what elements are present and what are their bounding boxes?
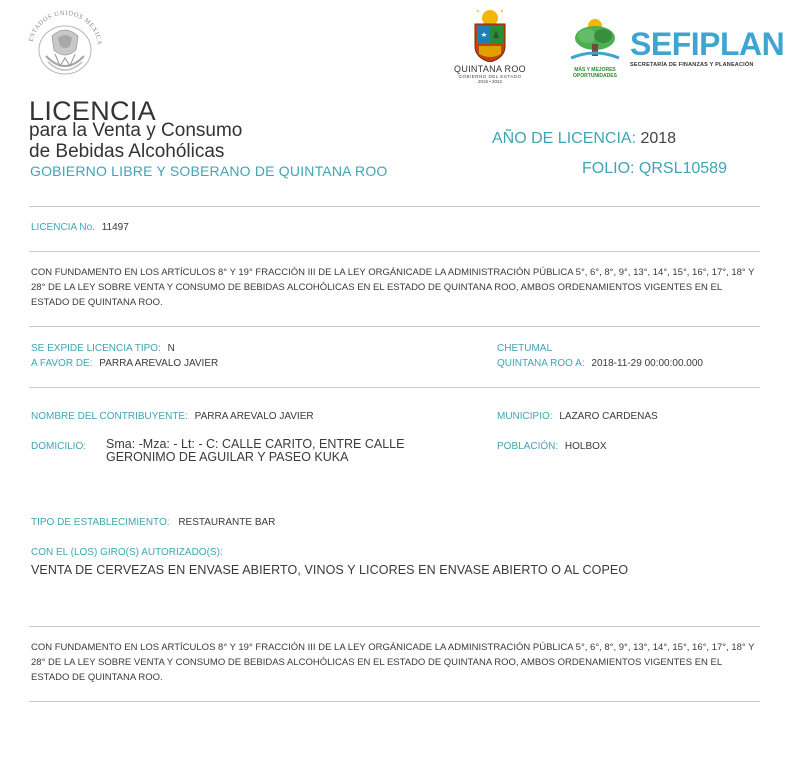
- favor-row: [31, 358, 218, 369]
- divider: [29, 701, 760, 702]
- fundamento-paragraph-footer: CON FUNDAMENTO EN LOS ARTÍCULOS 8° Y 19° FRACCIÓN III DE LA LEY ORGÁNICADE LA ADMINISTRACIÓN PÚBLICA 5°, 6°, 8°, 9°, 13°, 14°, 15°, 16°, 17°, 18° Y 28° DE LA LEY SOBRE VENTA Y CONSUMO DE BEBIDAS ALCOHÓLICAS EN EL ESTADO DE QUINTANA ROO, AMBOS ORDENAMIENTOS VIGENTES EN EL ESTADO DE QUINTANA ROO.: [31, 642, 755, 683]
- domicilio-label: DOMICILIO:: [31, 441, 87, 452]
- mexican-seal-logo: [22, 6, 108, 86]
- licencia-number: [31, 222, 129, 233]
- state-subtitle: GOBIERNO DEL ESTADO: [458, 74, 522, 79]
- sefiplan-name: SEFIPLAN: [630, 26, 785, 62]
- tree-line1: MÁS Y MEJORES: [574, 67, 616, 73]
- municipio-value: LAZARO CARDENAS: [559, 411, 658, 422]
- tree-icon: [565, 18, 625, 62]
- folio-label: FOLIO:: [582, 160, 635, 177]
- quintana-roo-logo: [446, 8, 534, 84]
- document-subtitle-line1: para la Venta y Consumo: [29, 120, 243, 141]
- state-years: 2016 • 2022: [477, 79, 503, 84]
- expide-label: SE EXPIDE LICENCIA TIPO:: [31, 343, 161, 354]
- divider: [29, 387, 760, 388]
- licencia-label: LICENCIA No.: [31, 222, 95, 233]
- document-subtitle-line2: de Bebidas Alcohólicas: [29, 141, 225, 162]
- folio-value: QRSL10589: [638, 160, 727, 177]
- establecimiento-label: TIPO DE ESTABLECIMIENTO:: [31, 517, 170, 528]
- tree-line2: OPORTUNIDADES: [573, 73, 617, 79]
- poblacion-value: HOLBOX: [564, 441, 607, 452]
- expide-row: [31, 343, 175, 354]
- giro-label: CON EL (LOS) GIRO(S) AUTORIZADO(S):: [31, 547, 223, 558]
- establecimiento-row: [31, 517, 275, 528]
- lugar-row: [497, 358, 703, 369]
- licencia-value: 11497: [101, 222, 129, 233]
- anio-value: 2018: [640, 130, 677, 147]
- divider: [29, 251, 760, 252]
- lugar-city: CHETUMAL: [497, 343, 553, 354]
- coat-of-arms-icon: [22, 6, 108, 86]
- poblacion-row: [497, 441, 607, 452]
- giro-value: VENTA DE CERVEZAS EN ENVASE ABIERTO, VINOS Y LICORES EN ENVASE ABIERTO O AL COPEO: [31, 563, 629, 577]
- expide-value: N: [167, 343, 175, 354]
- contribuyente-label: NOMBRE DEL CONTRIBUYENTE:: [31, 411, 188, 422]
- divider: [29, 206, 760, 207]
- divider: [29, 626, 760, 627]
- establecimiento-value: RESTAURANTE BAR: [178, 517, 276, 528]
- lugar-label: QUINTANA ROO A:: [497, 358, 585, 369]
- fundamento-paragraph: CON FUNDAMENTO EN LOS ARTÍCULOS 8° Y 19° FRACCIÓN III DE LA LEY ORGÁNICADE LA ADMINISTRACIÓN PÚBLICA 5°, 6°, 8°, 9°, 13°, 14°, 15°, 16°, 17°, 18° Y 28° DE LA LEY SOBRE VENTA Y CONSUMO DE BEBIDAS ALCOHÓLICAS EN EL ESTADO DE QUINTANA ROO, AMBOS ORDENAMIENTOS VIGENTES EN EL ESTADO DE QUINTANA ROO.: [31, 267, 755, 308]
- anio-label: AÑO DE LICENCIA:: [492, 130, 637, 147]
- folio: [582, 160, 727, 178]
- poblacion-label: POBLACIÓN:: [497, 441, 559, 452]
- government-name: GOBIERNO LIBRE Y SOBERANO DE QUINTANA ROO: [30, 163, 388, 179]
- municipio-label: MUNICIPIO:: [497, 411, 553, 422]
- document-title: LICENCIA: [29, 96, 156, 126]
- lugar-date: 2018-11-29 00:00:00.000: [591, 358, 703, 369]
- contribuyente-value: PARRA AREVALO JAVIER: [194, 411, 314, 422]
- sefiplan-subtitle: SECRETARÍA DE FINANZAS Y PLANEACIÓN: [630, 62, 754, 68]
- favor-label: A FAVOR DE:: [31, 358, 93, 369]
- state-name: QUINTANA ROO: [454, 64, 526, 74]
- favor-value: PARRA AREVALO JAVIER: [99, 358, 219, 369]
- seal-text: ESTADOS UNIDOS MEXICA: [27, 9, 103, 46]
- state-shield-icon: [459, 8, 521, 62]
- contribuyente-row: [31, 411, 314, 422]
- domicilio-value: Sma: -Mza: - Lt: - C: CALLE CARITO, ENTRE CALLE GERONIMO DE AGUILAR Y PASEO KUKA: [106, 437, 405, 464]
- municipio-row: [497, 411, 658, 422]
- divider: [29, 326, 760, 327]
- sefiplan-logo: [630, 28, 784, 68]
- anio-licencia: [492, 130, 676, 148]
- oportunidades-logo: [560, 18, 630, 78]
